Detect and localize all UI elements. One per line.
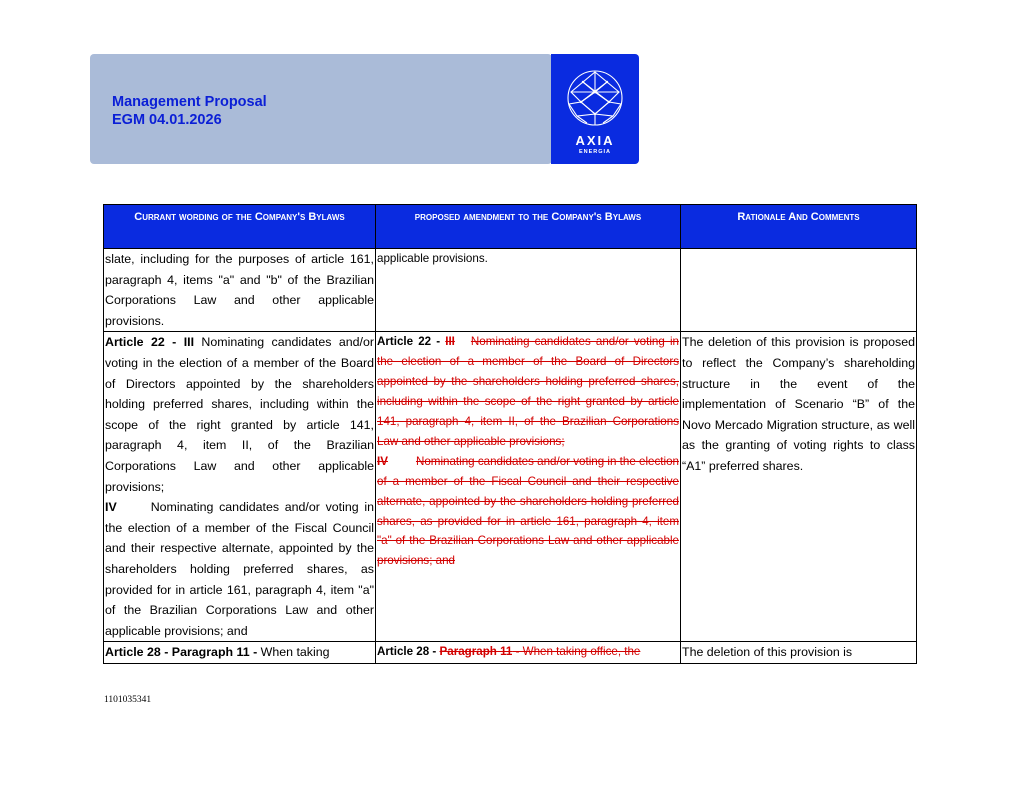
item-ref: IV (105, 500, 117, 515)
article-text: When taking (257, 645, 330, 660)
table-row (104, 642, 917, 664)
article-22-iv-current (105, 497, 374, 641)
title-line-2: EGM 04.01.2026 (112, 112, 222, 128)
logo-subtitle: ENERGIA (578, 149, 612, 155)
title-line-1: Management Proposal (112, 94, 267, 110)
column-header-current: Currant wording of the Company's Bylaws (104, 205, 376, 249)
company-logo (551, 54, 639, 164)
article-22-iv-proposed (377, 452, 679, 571)
proposed-amendment-cell (376, 642, 681, 664)
rationale-cell: The deletion of this provision is (681, 642, 917, 664)
current-wording-cell: slate, including for the purposes of article 161, paragraph 4, items "a" and "b" of the Brazilian Corporations Law and other applicable provisions. (104, 249, 376, 332)
document-id: 1101035341 (104, 695, 152, 705)
deleted-item-ref: IV (377, 454, 388, 468)
article-text: Nominating candidates and/or voting in the election of a member of the Board of Directors appointed by the shareholders holding preferred shares, including within the scope of the right granted by article 141, paragraph 4, item II, of the Brazilian Corporations Law and other applicable provisions; (105, 335, 374, 494)
table-header-row (104, 205, 917, 249)
deleted-text: Nominating candidates and/or voting in the election of a member of the Fiscal Council and their respective alternate, appointed by the shareholders holding preferred shares, as provided for in article 161, paragraph 4, item "a" of the Brazilian Corporations Law and other applicable provisions; and (377, 454, 679, 568)
table-row (104, 332, 917, 642)
proposed-amendment-cell: applicable provisions. (376, 249, 681, 332)
deleted-item-ref: III (445, 335, 455, 349)
item-text: Nominating candidates and/or voting in the election of a member of the Fiscal Council and their respective alternate, appointed by the shareholders holding preferred shares, as provided for in article 161, paragraph 4, item "a" of the Brazilian Corporations Law and other applicable provisions; and (105, 500, 374, 638)
logo-wordmark: AXIA (575, 133, 615, 148)
rationale-cell (681, 249, 917, 332)
deleted-text: - When taking office, the (512, 645, 641, 659)
column-header-proposed: proposed amendment to the Company's Bylaws (376, 205, 681, 249)
document-title (112, 93, 267, 129)
current-wording-cell (104, 642, 376, 664)
column-header-rationale: Rationale And Comments (681, 205, 917, 249)
current-wording-cell (104, 332, 376, 642)
rationale-cell: The deletion of this provision is proposed to reflect the Company’s shareholding structure in the event of the implementation of Scenario “B” of the Novo Mercado Migration structure, as well as the granting of voting rights to class “A1” preferred shares. (681, 332, 917, 642)
proposed-amendment-cell (376, 332, 681, 642)
article-ref: Article 28 - Paragraph 11 - (105, 645, 258, 660)
article-ref: Article 28 - (377, 645, 440, 659)
deleted-item-ref: Paragraph 11 (439, 645, 513, 659)
article-ref: Article 22 - III (105, 335, 195, 350)
table-row (104, 249, 917, 332)
article-22-iii-proposed (377, 332, 679, 451)
article-ref: Article 22 - (377, 335, 446, 349)
deleted-text: Nominating candidates and/or voting in the election of a member of the Board of Directors appointed by the shareholders holding preferred shares, including within the scope of the right granted by article 141, paragraph 4, item II, of the Brazilian Corporations Law and other applicable provisions; (377, 335, 679, 448)
article-22-iii-current (105, 332, 374, 497)
geodesic-sphere-icon (565, 68, 625, 128)
bylaws-comparison-table (103, 204, 917, 664)
